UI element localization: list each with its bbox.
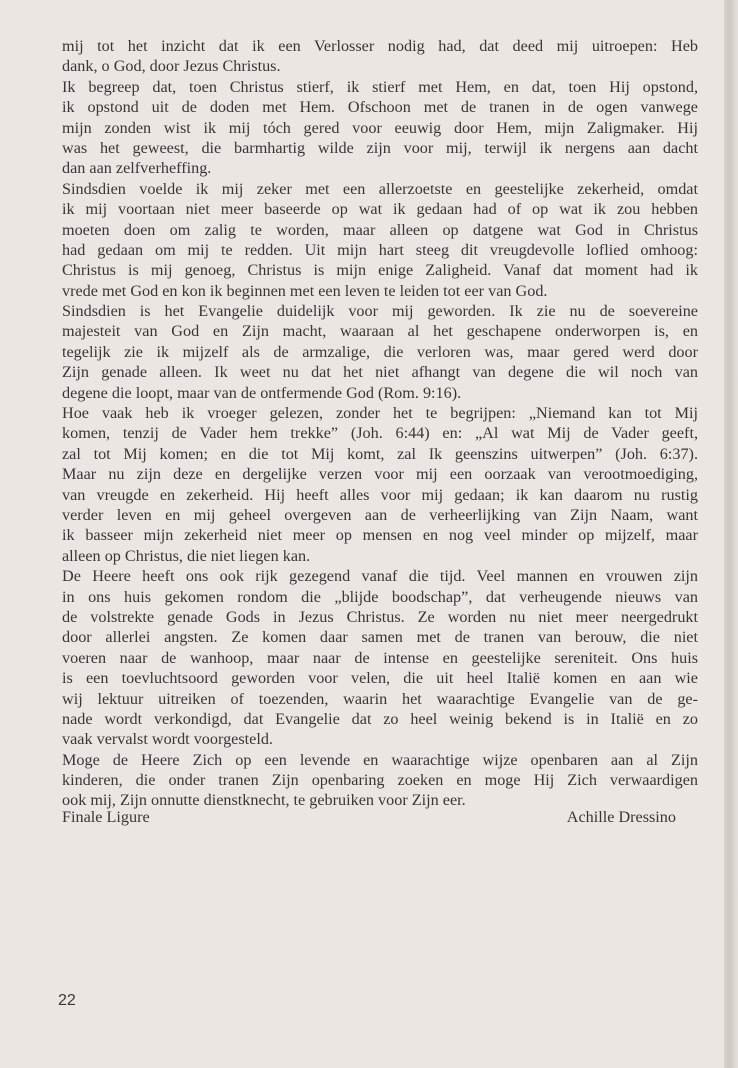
text-line: moeten doen om zalig te worden, maar alleen op datgene wat God in Christus (62, 220, 698, 239)
text-line: Sindsdien voelde ik mij zeker met een allerzoetste en geestelijke zekerheid, omdat (62, 179, 698, 198)
text-line: was het geweest, die barmhartig wilde zijn voor mij, terwijl ik nergens aan dacht (62, 138, 698, 157)
signature-author: Achille Dressino (566, 808, 676, 826)
text-line: kinderen, die onder tranen Zijn openbaring zoeken en moge Hij Zich verwaardigen (62, 771, 698, 790)
text-line: Maar nu zijn deze en dergelijke verzen voor mij een oorzaak van verootmoediging, (62, 465, 698, 484)
text-line: mij tot het inzicht dat ik een Verlosser nodig had, dat deed mij uitroepen: Heb (62, 37, 698, 55)
text-line: Moge de Heere Zich op een levende en waarachtige wijze openbaren aan al Zijn (62, 750, 698, 769)
text-line: Hoe vaak heb ik vroeger gelezen, zonder het te begrijpen: „Niemand kan tot Mij (62, 404, 698, 423)
text-line: verder leven en mij geheel overgeven aan de verheerlijking van Zijn Naam, want (62, 505, 698, 524)
text-line: komen, tenzij de Vader hem trekke” (Joh. 6:44) en: „Al wat Mij de Vader geeft, (62, 424, 698, 443)
signature-place: Finale Ligure (62, 808, 150, 826)
text-line: van vreugde en zekerheid. Hij heeft alles voor mij gedaan; ik kan daarom nu rustig (62, 485, 698, 504)
text-line: is een toevluchtsoord geworden voor velen, die uit heel Italië komen en aan wie (62, 669, 698, 688)
text-line: ik basseer mijn zekerheid niet meer op mensen en nog veel minder op mijzelf, maar (62, 526, 698, 545)
text-line: had gedaan om mij te redden. Uit mijn hart steeg dit vreugdevolle loflied omhoog: (62, 240, 698, 259)
text-line: Zijn genade alleen. Ik weet nu dat het niet afhangt van degene die wil noch van (62, 363, 698, 382)
text-line: vrede met God en kon ik beginnen met een leven te leiden tot eer van God. (62, 281, 548, 300)
text-line: zal tot Mij komen; en die tot Mij komt, zal Ik geenszins uitwerpen” (Joh. 6:37). (62, 444, 698, 463)
text-line: Sindsdien is het Evangelie duidelijk voor mij geworden. Ik zie nu de soevereine (62, 302, 698, 321)
text-line: ik mij voortaan niet meer baseerde op wat ik gedaan had of op wat ik zou hebben (62, 200, 698, 219)
paragraph (62, 566, 698, 750)
page-number: 22 (58, 992, 76, 1009)
text-line: wij lektuur uitreiken of toezenden, waarin het waarachtige Evangelie van de ge- (62, 689, 698, 708)
paragraph (62, 403, 698, 566)
text-line: Christus is mij genoeg, Christus is mijn enige Zaligheid. Vanaf dat moment had ik (62, 261, 698, 280)
paragraph (62, 301, 698, 403)
paragraph (62, 36, 698, 77)
text-line: De Heere heeft ons ook rijk gezegend vanaf die tijd. Veel mannen en vrouwen zijn (62, 567, 698, 586)
text-line: nade wordt verkondigd, dat Evangelie dat zo heel weinig bekend is in Italië en zo (62, 709, 698, 728)
text-line: tegelijk zie ik mijzelf als de armzalige, die verloren was, maar gered werd door (62, 342, 698, 361)
page-edge (724, 0, 738, 1068)
text-line: majesteit van God en Zijn macht, waaraan al het geschapene onderworpen is, en (62, 322, 698, 341)
text-line: door allerlei angsten. Ze komen daar samen met de tranen van berouw, die niet (62, 628, 698, 647)
text-line: ook mij, Zijn onnutte dienstknecht, te gebruiken voor Zijn eer. (62, 791, 466, 810)
text-line: ik opstond uit de doden met Hem. Ofschoon met de tranen in de ogen vanwege (62, 98, 698, 117)
text-line: in ons huis gekomen rondom die „blijde boodschap”, dat verheugende nieuws van (62, 587, 698, 606)
text-line: dan aan zelfverheffing. (62, 159, 212, 178)
body-text (62, 36, 698, 811)
paragraph (62, 179, 698, 301)
paragraph (62, 77, 698, 179)
text-line: voeren naar de wanhoop, maar naar de intense en geestelijke sereniteit. Ons huis (62, 648, 698, 667)
text-line: dank, o God, door Jezus Christus. (62, 57, 281, 76)
text-line: vaak vervalst wordt voorgesteld. (62, 730, 273, 749)
text-line: Ik begreep dat, toen Christus stierf, ik stierf met Hem, en dat, toen Hij opstond, (62, 77, 698, 96)
text-line: de volstrekte genade Gods in Jezus Christus. Ze worden nu niet meer neergedrukt (62, 607, 698, 626)
text-line: degene die loopt, maar van de ontfermende God (Rom. 9:16). (62, 383, 462, 402)
text-line: alleen op Christus, die niet liegen kan. (62, 546, 311, 565)
paragraph (62, 750, 698, 811)
text-line: mijn zonden wist ik mij tóch gered voor eeuwig door Hem, mijn Zaligmaker. Hij (62, 118, 698, 137)
